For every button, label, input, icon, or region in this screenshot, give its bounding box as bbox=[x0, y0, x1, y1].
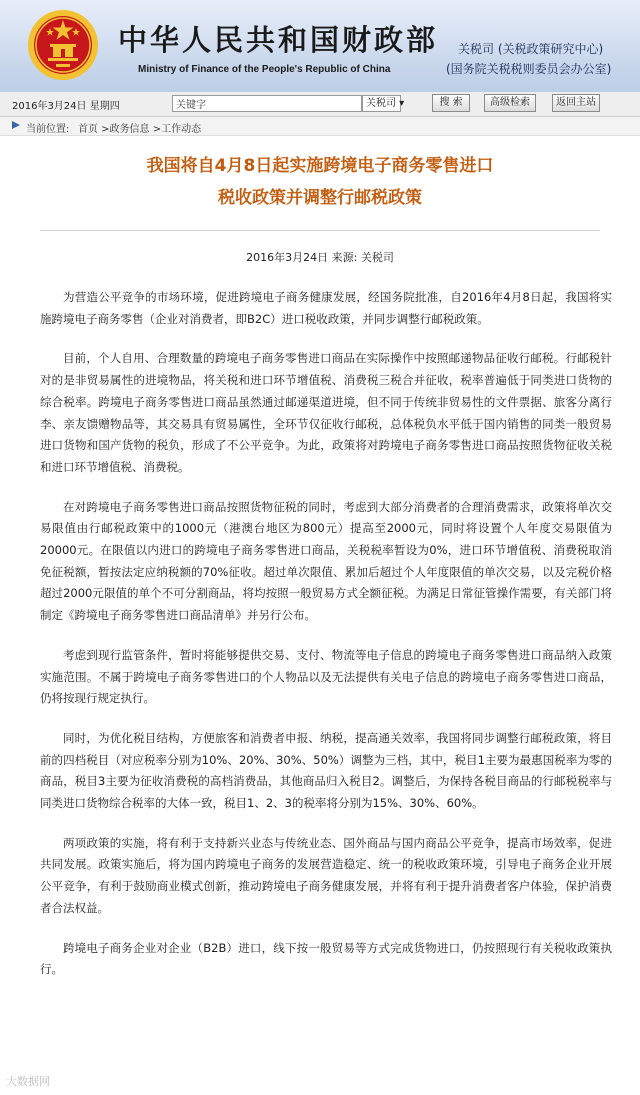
scope-select[interactable]: 关税司 ▾ bbox=[362, 95, 401, 112]
article-title bbox=[0, 150, 640, 214]
ministry-name-cn: 中华人民共和国财政部 bbox=[118, 23, 439, 57]
advanced-search-button[interactable]: 高级检索 bbox=[484, 94, 536, 112]
article-meta: 2016年3月24日 来源: 关税司 bbox=[246, 251, 394, 264]
article-title-line1: 我国将自4月8日起实施跨境电子商务零售进口 bbox=[146, 156, 494, 176]
search-input[interactable] bbox=[172, 95, 362, 112]
article-paragraph: 目前，个人自用、合理数量的跨境电子商务零售进口商品在实际操作中按照邮递物品征收行邮税。行邮税针对的是非贸易属性的进境物品，将关税和进口环节增值税、消费税三税合并征收，税率普遍低于同类进口货物的综合税率。跨境电子商务零售进口商品虽然通过邮递渠道进境，但不同于传统非贸易性的文件票据、旅客分离行李、亲友馈赠物品等，其交易具有贸易属性，全环节仅征收行邮税，总体税负水平低于国内销售的同类一般贸易进口货物和国产货物的税负，形成了不公平竞争。为此，政策将对跨境电子商务零售进口商品按照货物征收关税和进口环节增值税、消费税。 bbox=[40, 351, 612, 474]
article-body bbox=[40, 287, 612, 981]
search-button[interactable]: 搜 索 bbox=[432, 94, 470, 112]
article-title-line2: 税收政策并调整行邮税政策 bbox=[218, 188, 422, 208]
title-divider bbox=[40, 230, 600, 231]
department-subtitle: (国务院关税税则委员会办公室) bbox=[446, 62, 612, 76]
return-home-button[interactable]: 返回主站 bbox=[552, 94, 600, 112]
department-name: 关税司 (关税政策研究中心) bbox=[458, 42, 604, 56]
article-paragraph: 为营造公平竞争的市场环境，促进跨境电子商务健康发展，经国务院批准，自2016年4月8日起，我国将实施跨境电子商务零售（企业对消费者，即B2C）进口税收政策，并同步调整行邮税政策。 bbox=[40, 290, 612, 326]
current-date: 2016年3月24日 星期四 bbox=[12, 101, 120, 112]
article-paragraph: 两项政策的实施，将有利于支持新兴业态与传统业态、国外商品与国内商品公平竞争，提高市场效率，促进共同发展。政策实施后，将为国内跨境电子商务的发展营造稳定、统一的税收政策环境，引导电子商务企业开展公平竞争，有利于鼓励商业模式创新，推动跨境电子商务健康发展，并将有利于提升消费者客户体验，保护消费者合法权益。 bbox=[40, 835, 612, 915]
site-header bbox=[0, 0, 640, 92]
article-paragraph: 考虑到现行监管条件，暂时将能够提供交易、支付、物流等电子信息的跨境电子商务零售进口商品纳入政策实施范围。不属于跨境电子商务零售进口的个人物品以及无法提供有关电子信息的跨境电子商务零售进口商品，仍将按现行规定执行。 bbox=[40, 647, 612, 706]
article-paragraph: 在对跨境电子商务零售进口商品按照货物征税的同时，考虑到大部分消费者的合理消费需求，政策将单次交易限值由行邮税政策中的1000元（港澳台地区为800元）提高至2000元，同时将设置个人年度交易限值为20000元。在限值以内进口的跨境电子商务零售进口商品，关税税率暂设为0%，进口环节增值税、消费税取消免征税额，暂按法定应纳税额的70%征收。超过单次限值、累加后超过个人年度限值的单次交易，以及完税价格超过2000元限值的单个不可分割商品，将均按照一般贸易方式全额征税。为满足日常征管操作需要，有关部门将制定《跨境电子商务零售进口商品清单》并另行公布。 bbox=[40, 499, 612, 623]
article-paragraph: 跨境电子商务企业对企业（B2B）进口，线下按一般贸易等方式完成货物进口，仍按照现行有关税收政策执行。 bbox=[40, 940, 612, 977]
watermark: 大数据网 bbox=[6, 1075, 50, 1088]
breadcrumb-path[interactable]: 首页 >政务信息 >工作动态 bbox=[78, 124, 202, 135]
search-toolbar bbox=[0, 92, 640, 117]
breadcrumb-label: 当前位置: bbox=[26, 124, 70, 135]
ministry-name-en: Ministry of Finance of the People's Republic of China bbox=[138, 64, 391, 75]
national-emblem-icon[interactable] bbox=[26, 8, 100, 82]
location-arrow-icon bbox=[12, 121, 20, 129]
breadcrumb bbox=[0, 117, 640, 136]
article-paragraph: 同时，为优化税目结构，方便旅客和消费者申报、纳税，提高通关效率，我国将同步调整行邮税政策，将目前的四档税目（对应税率分别为10%、20%、30%、50%）调整为三档，其中，税目1主要为最惠国税率为零的商品，税目3主要为征收消费税的高档消费品，其他商品归入税目2。调整后，为保持各税目商品的行邮税税率与同类进口货物综合税率的大体一致，税目1、2、3的税率将分别为15%、30%、60%。 bbox=[40, 730, 612, 811]
